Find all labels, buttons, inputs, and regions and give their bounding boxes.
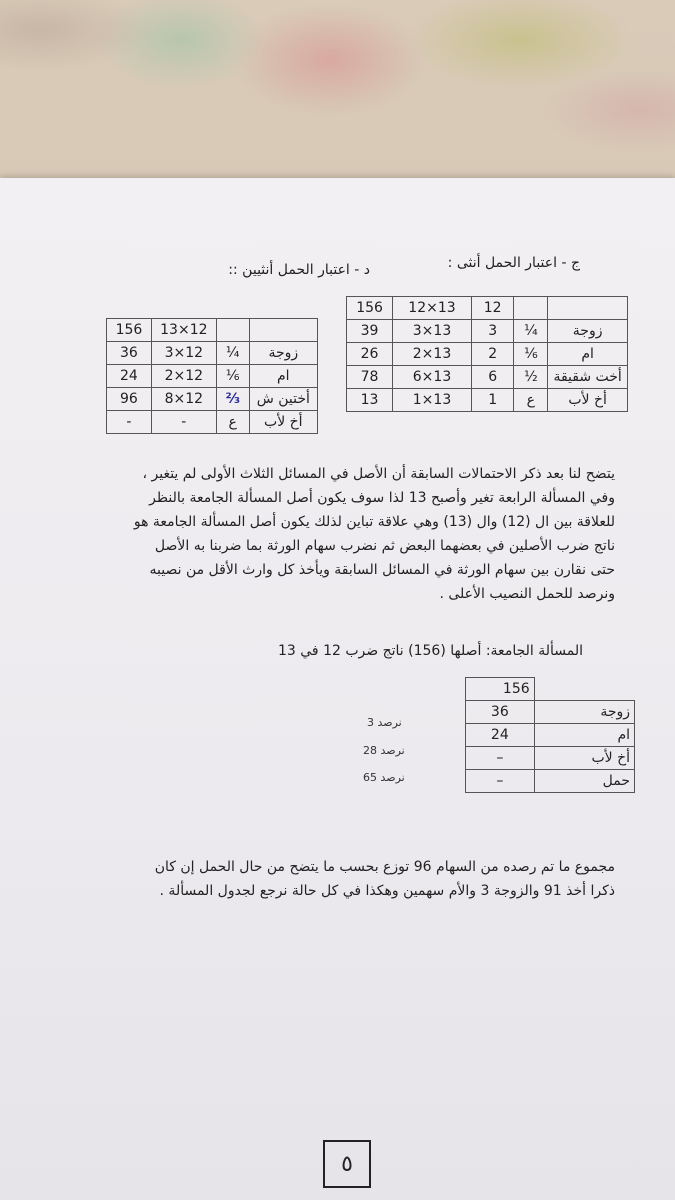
- table-cell: -: [107, 411, 152, 434]
- table-row: [107, 319, 318, 342]
- paragraph-line: ناتج ضرب الأصلين في بعضهما البعض ثم نضرب سهام الورثة بما ضربنا به الأصل: [154, 538, 615, 554]
- table-cell: زوجة: [548, 320, 628, 343]
- table-row: [107, 365, 318, 388]
- table-cell: 13: [347, 389, 393, 412]
- table-row: [107, 342, 318, 365]
- table-cell: 3: [471, 320, 514, 343]
- table-cell: ام: [249, 365, 317, 388]
- table-cell: ام: [548, 343, 628, 366]
- table-cell: [514, 297, 548, 320]
- table-cell: ¼: [216, 342, 249, 365]
- table-cell: [216, 319, 249, 342]
- table-row: [347, 297, 628, 320]
- table-row: [466, 770, 635, 793]
- table-cell: 12×2: [151, 365, 216, 388]
- table-two-females: [106, 318, 318, 434]
- table-cell: [249, 319, 317, 342]
- table-row: [347, 389, 628, 412]
- paragraph-line: وفي المسألة الرابعة تغير وأصبح 13 لذا سوف يكون أصل المسألة الجامعة بالنظر: [149, 490, 615, 506]
- table-row: [347, 320, 628, 343]
- conclusion-paragraph: [55, 855, 615, 903]
- table-cell: 156: [347, 297, 393, 320]
- table-cell: ½: [514, 366, 548, 389]
- table-cell: 156: [466, 678, 535, 701]
- table-cell: 6: [471, 366, 514, 389]
- table-cell: ع: [514, 389, 548, 412]
- table-cell: 39: [347, 320, 393, 343]
- explanation-paragraph: [55, 462, 615, 606]
- table-combined: [465, 677, 635, 793]
- table-cell: 2: [471, 343, 514, 366]
- table-cell: [534, 678, 634, 701]
- table-cell: ع: [216, 411, 249, 434]
- table-cell: 13×6: [393, 366, 472, 389]
- table-row: [347, 366, 628, 389]
- table-cell: 13×12: [393, 297, 472, 320]
- paragraph-line: ونرصد للحمل النصيب الأعلى .: [439, 586, 615, 602]
- reserve-note: نرصد 28: [363, 744, 405, 757]
- reserve-note: نرصد 3: [367, 716, 402, 729]
- table-cell: –: [466, 770, 535, 793]
- table-cell: 12×13: [151, 319, 216, 342]
- table-female: [346, 296, 628, 412]
- table-cell: حمل: [534, 770, 634, 793]
- table-cell: 12×3: [151, 342, 216, 365]
- table-cell: ⅙: [514, 343, 548, 366]
- page-number: ٥: [341, 1151, 353, 1177]
- table-cell: 24: [107, 365, 152, 388]
- paragraph-line: ذكرا أخذ 91 والزوجة 3 والأم سهمين وهكذا في كل حالة نرجع لجدول المسألة .: [159, 883, 615, 899]
- table-cell: –: [466, 747, 535, 770]
- table-row: [466, 701, 635, 724]
- table-cell: 13×1: [393, 389, 472, 412]
- table-cell: أخ لأب: [249, 411, 317, 434]
- page-number-box: [323, 1140, 371, 1188]
- table-cell: أخت شقيقة: [548, 366, 628, 389]
- table-cell: 36: [466, 701, 535, 724]
- table-cell: زوجة: [249, 342, 317, 365]
- table-cell: 78: [347, 366, 393, 389]
- table-row: [107, 411, 318, 434]
- heading-c: ج - اعتبار الحمل أنثى :: [447, 255, 580, 271]
- paragraph-line: للعلاقة بين ال (12) وال (13) وهي علاقة تباين لذلك يكون أصل المسألة الجامعة هو: [133, 514, 615, 530]
- table-cell: أخ لأب: [534, 747, 634, 770]
- table-row: [466, 678, 635, 701]
- table-cell: أخ لأب: [548, 389, 628, 412]
- paragraph-line: حتى نقارن بين سهام الورثة في المسائل السابقة ويأخذ كل وارث الأقل من نصيبه: [149, 562, 615, 578]
- table-cell: زوجة: [534, 701, 634, 724]
- table-cell: -: [151, 411, 216, 434]
- table-cell: 12: [471, 297, 514, 320]
- table-row: [107, 388, 318, 411]
- paragraph-line: مجموع ما تم رصده من السهام 96 توزع بحسب ما يتضح من حال الحمل إن كان: [154, 859, 615, 875]
- combined-title: المسألة الجامعة: أصلها (156) ناتج ضرب 12 في 13: [277, 643, 583, 659]
- table-cell: ⅙: [216, 365, 249, 388]
- table-cell: 24: [466, 724, 535, 747]
- table-cell: ⅔: [216, 388, 249, 411]
- table-cell: 156: [107, 319, 152, 342]
- table-cell: 13×2: [393, 343, 472, 366]
- table-cell: 36: [107, 342, 152, 365]
- heading-d: د - اعتبار الحمل أنثيين ::: [228, 262, 370, 278]
- table-cell: ¼: [514, 320, 548, 343]
- table-row: [347, 343, 628, 366]
- table-cell: ام: [534, 724, 634, 747]
- table-cell: 96: [107, 388, 152, 411]
- table-cell: [548, 297, 628, 320]
- table-row: [466, 747, 635, 770]
- table-cell: 12×8: [151, 388, 216, 411]
- table-cell: أختين ش: [249, 388, 317, 411]
- table-cell: 26: [347, 343, 393, 366]
- table-row: [466, 724, 635, 747]
- reserve-note: نرصد 65: [363, 771, 405, 784]
- paragraph-line: يتضح لنا بعد ذكر الاحتمالات السابقة أن الأصل في المسائل الثلاث الأولى لم يتغير ،: [142, 466, 615, 482]
- table-cell: 13×3: [393, 320, 472, 343]
- table-cell: 1: [471, 389, 514, 412]
